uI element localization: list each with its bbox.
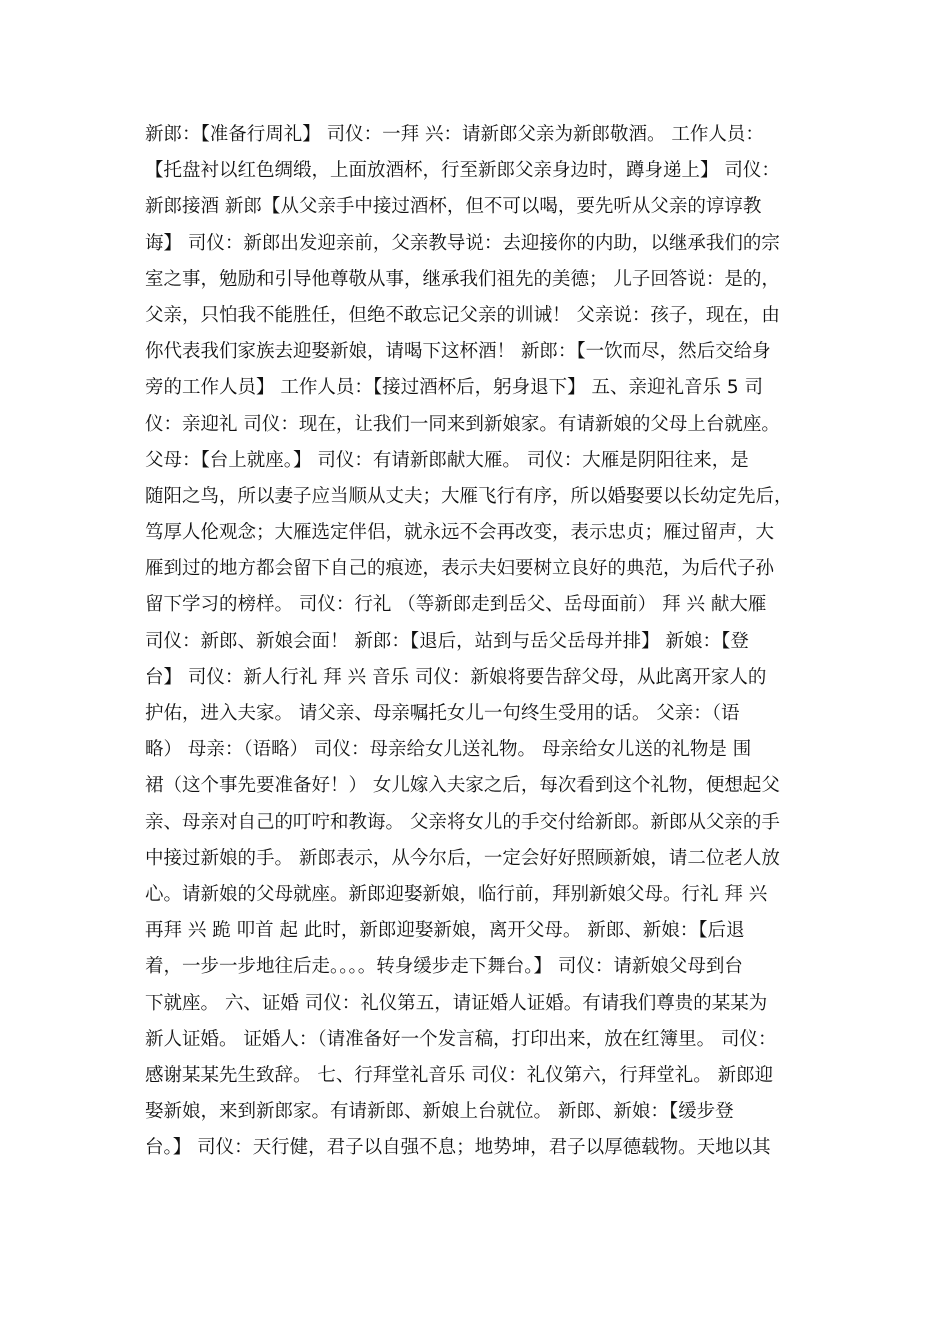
text-line: 心。请新娘的父母就座。新郎迎娶新娘，临行前，拜别新娘父母。行礼 拜 兴 xyxy=(145,883,768,905)
text-line: 下就座。 六、证婚 司仪：礼仪第五，请证婚人证婚。有请我们尊贵的某某为 xyxy=(145,992,768,1014)
text-line: 略） 母亲：（语略） 司仪：母亲给女儿送礼物。 母亲给女儿送的礼物是 围 xyxy=(145,739,752,761)
text-line: 仪：亲迎礼 司仪：现在，让我们一同来到新娘家。有请新娘的父母上台就座。 xyxy=(145,413,780,435)
text-line: 【托盘衬以红色绸缎，上面放酒杯，行至新郎父亲身边时，蹲身递上】 司仪： xyxy=(145,160,780,182)
text-line: 笃厚人伦观念；大雁选定伴侣，就永远不会再改变，表示忠贞；雁过留声，大 xyxy=(145,522,775,544)
text-line: 随阳之鸟，所以妻子应当顺从丈夫；大雁飞行有序，所以婚娶要以长幼定先后， xyxy=(145,485,793,507)
text-line: 留下学习的榜样。 司仪：行礼 （等新郎走到岳父、岳母面前） 拜 兴 献大雁 xyxy=(145,594,767,616)
text-line: 新郎：【准备行周礼】 司仪：一拜 兴：请新郎父亲为新郎敬酒。 工作人员： xyxy=(145,124,764,145)
text-line: 再拜 兴 跪 叩首 起 此时，新郎迎娶新娘，离开父母。 新郎、新娘：【后退 xyxy=(145,920,745,942)
text-line: 新郎接酒 新郎【从父亲手中接过酒杯，但不可以喝，要先听从父亲的谆谆教 xyxy=(145,196,762,218)
text-line: 娶新娘，来到新郎家。有请新郎、新娘上台就位。 新郎、新娘：【缓步登 xyxy=(145,1101,734,1123)
text-line: 父亲，只怕我不能胜任，但绝不敢忘记父亲的训诫！ 父亲说：孩子，现在，由 xyxy=(145,304,780,326)
text-line: 台。】 司仪：天行健，君子以自强不息；地势坤，君子以厚德载物。天地以其 xyxy=(145,1137,771,1159)
body-text xyxy=(145,117,810,1166)
text-line: 新人证婚。 证婚人：（请准备好一个发言稿，打印出来，放在红簿里。 司仪： xyxy=(145,1028,777,1050)
text-line: 亲、母亲对自己的叮咛和教诲。 父亲将女儿的手交付给新郎。新郎从父亲的手 xyxy=(145,811,780,833)
text-line: 室之事，勉励和引导他尊敬从事，继承我们祖先的美德； 儿子回答说：是的， xyxy=(145,268,780,290)
text-line: 你代表我们家族去迎娶新娘，请喝下这杯酒！ 新郎：【一饮而尽，然后交给身 xyxy=(145,341,771,363)
text-line: 护佑，进入夫家。 请父亲、母亲嘱托女儿一句终生受用的话。 父亲：（语 xyxy=(145,703,740,724)
text-line: 雁到过的地方都会留下自己的痕迹，表示夫妇要树立良好的典范，为后代子孙 xyxy=(145,558,775,580)
text-line: 司仪：新郎、新娘会面！ 新郎：【退后，站到与岳父岳母并排】 新娘：【登 xyxy=(145,630,749,652)
text-line: 诲】 司仪：新郎出发迎亲前，父亲教导说：去迎接你的内助，以继承我们的宗 xyxy=(145,232,780,254)
text-line: 台】 司仪：新人行礼 拜 兴 音乐 司仪：新娘将要告辞父母，从此离开家人的 xyxy=(145,666,767,688)
text-line: 中接过新娘的手。 新郎表示，从今尔后，一定会好好照顾新娘，请二位老人放 xyxy=(145,847,780,869)
text-line: 父母：【台上就座。】 司仪：有请新郎献大雁。 司仪：大雁是阴阳往来，是 xyxy=(145,449,749,471)
text-line: 裙（这个事先要准备好！） 女儿嫁入夫家之后，每次看到这个礼物，便想起父 xyxy=(145,775,780,797)
text-line: 旁的工作人员】 工作人员：【接过酒杯后，躬身退下】 五、亲迎礼音乐 5 司 xyxy=(145,377,764,399)
text-line: 感谢某某先生致辞。 七、行拜堂礼音乐 司仪：礼仪第六，行拜堂礼。 新郎迎 xyxy=(145,1064,774,1086)
text-line: 着，一步一步地往后走。。。。转身缓步走下舞台。】 司仪：请新娘父母到台 xyxy=(145,956,743,978)
